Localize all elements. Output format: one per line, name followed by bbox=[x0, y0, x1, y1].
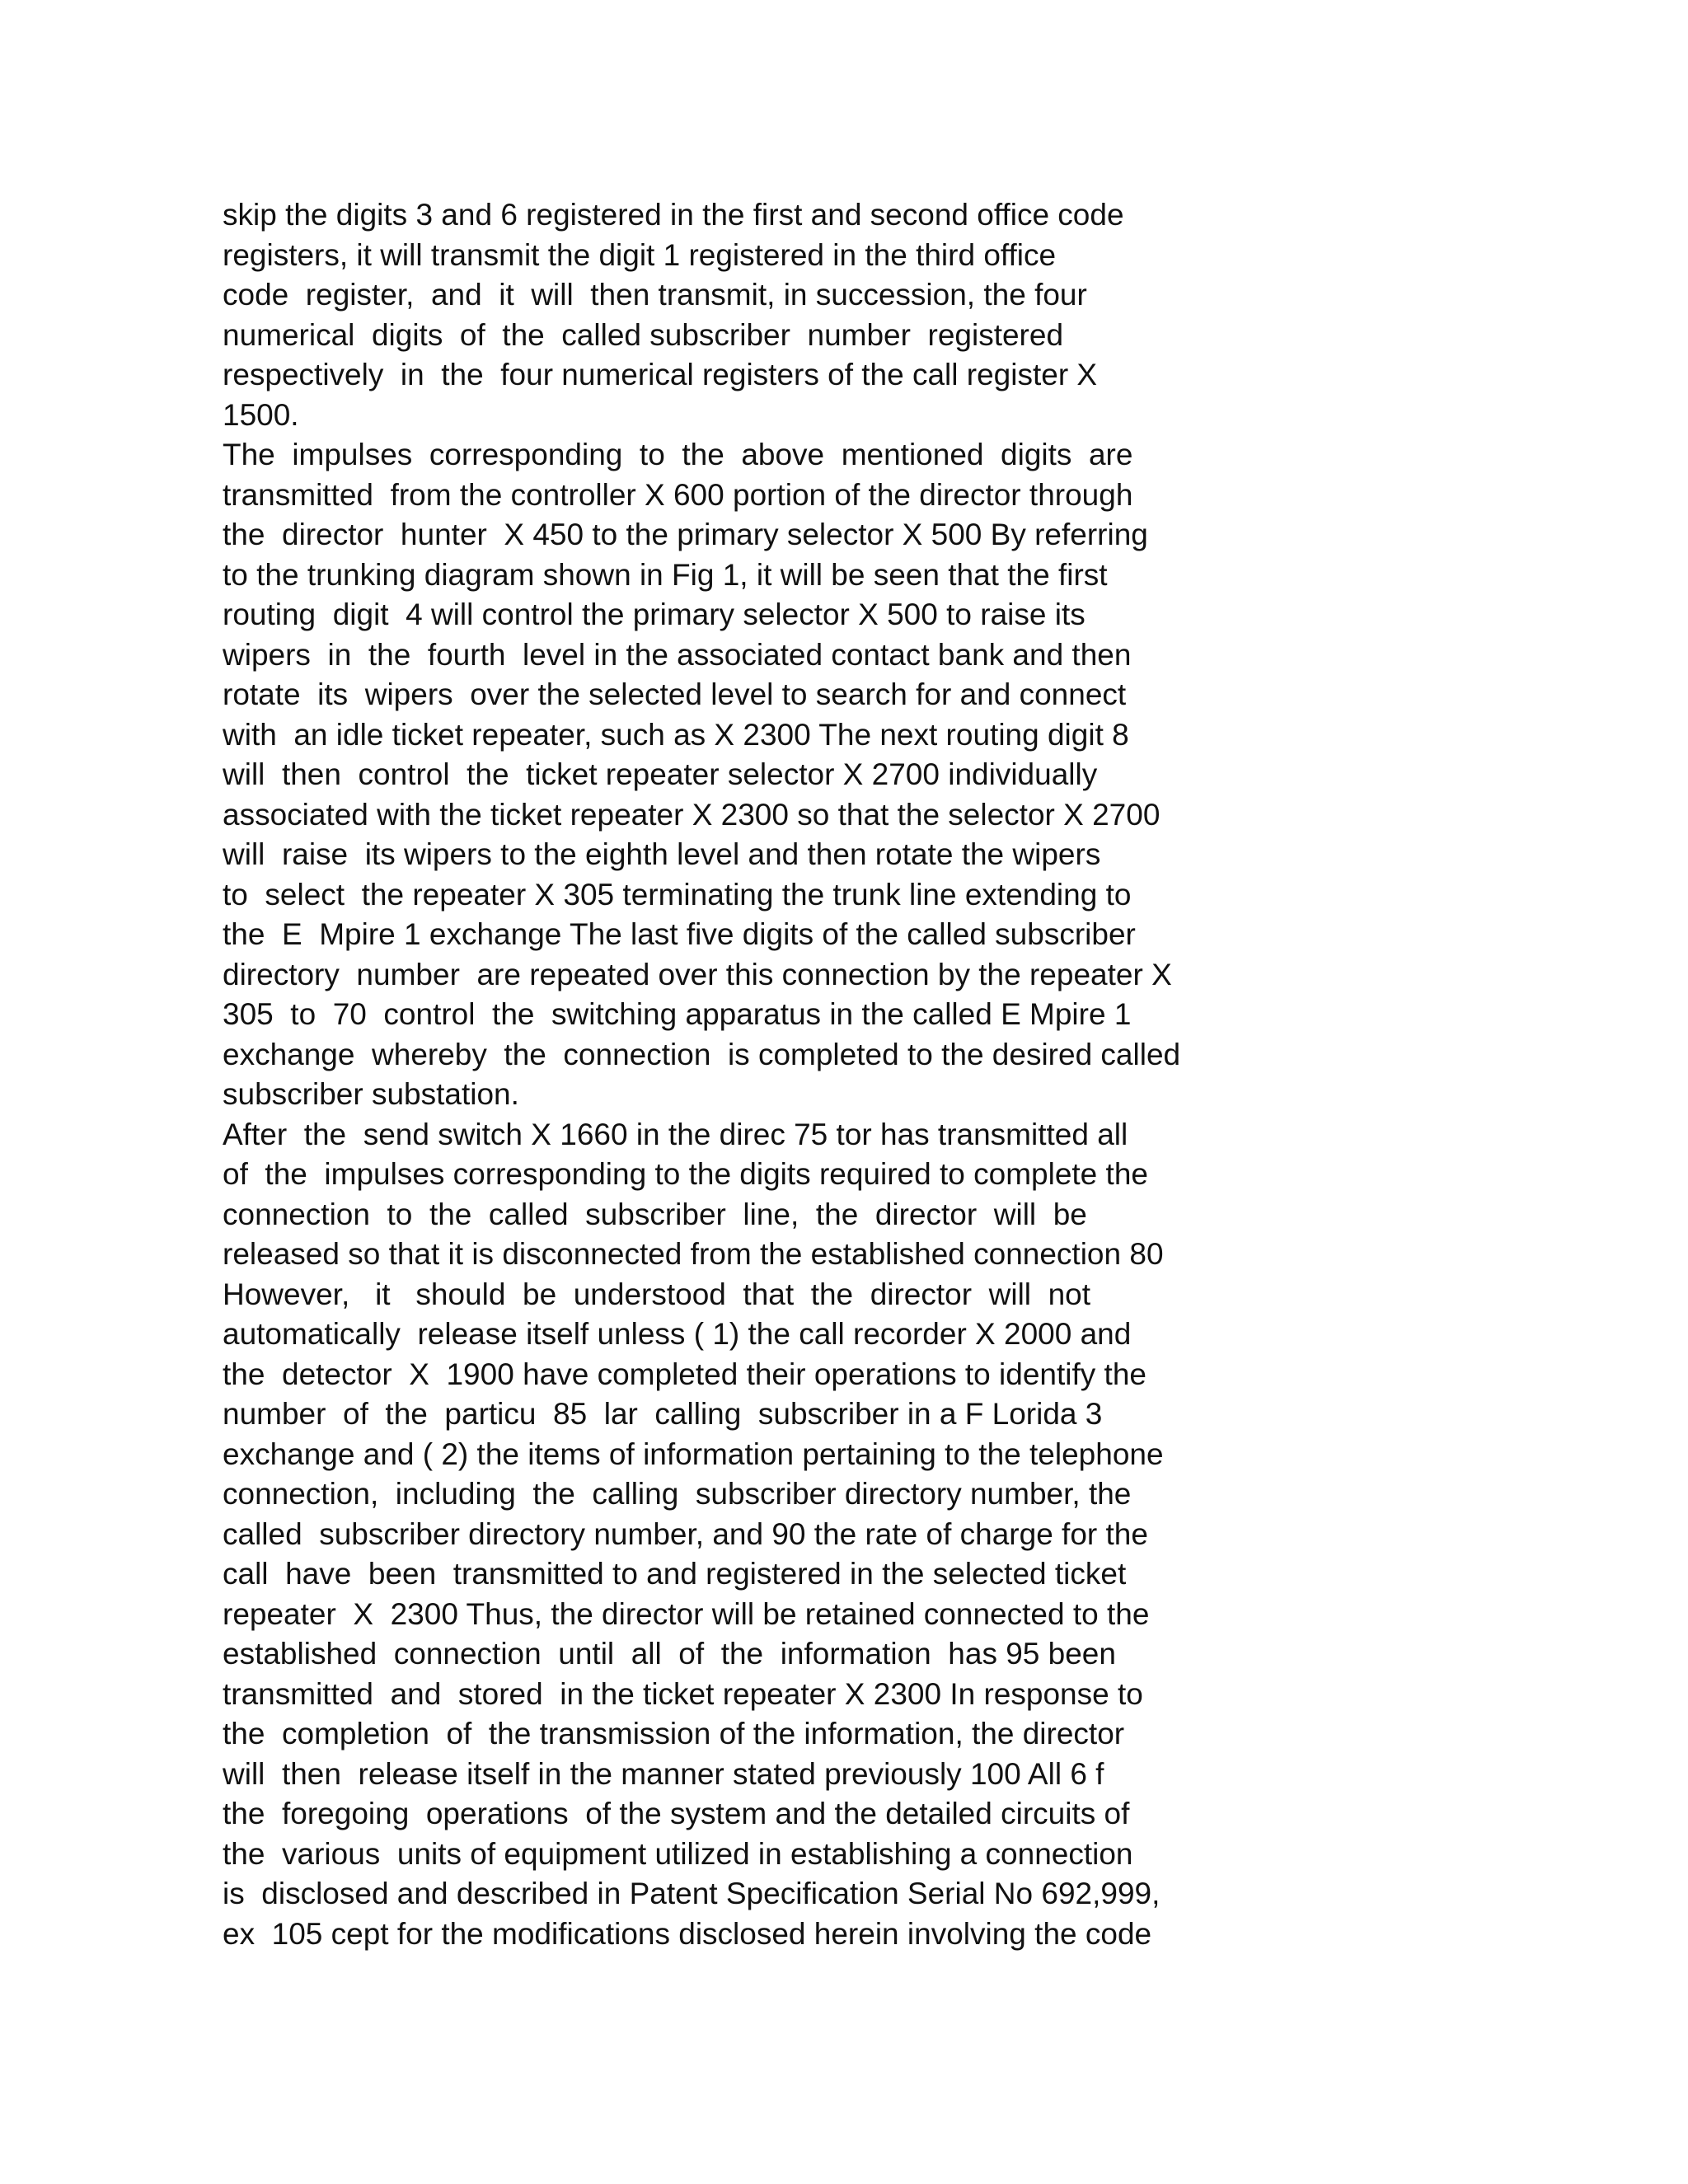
text-line: respectively in the four numerical registers of the call register X bbox=[223, 358, 1098, 391]
text-line: established connection until all of the information has 95 been bbox=[223, 1637, 1116, 1671]
text-line: rotate its wipers over the selected level to search for and connect bbox=[223, 677, 1127, 711]
text-line: with an idle ticket repeater, such as X 2300 The next routing digit 8 bbox=[223, 717, 1129, 752]
text-line: 1500. bbox=[223, 397, 299, 432]
text-line: connection to the called subscriber line, the director will be bbox=[223, 1197, 1087, 1231]
text-line: skip the digits 3 and 6 registered in the first and second office code bbox=[223, 198, 1124, 232]
text-line: transmitted from the controller X 600 portion of the director through bbox=[223, 477, 1133, 512]
text-line: will raise its wipers to the eighth level and then rotate the wipers bbox=[223, 837, 1101, 871]
text-line: routing digit 4 will control the primary selector X 500 to raise its bbox=[223, 598, 1085, 631]
text-line: the various units of equipment utilized in establishing a connection bbox=[223, 1836, 1133, 1871]
text-line: to select the repeater X 305 terminating the trunk line extending to bbox=[223, 877, 1132, 912]
text-line: 305 to 70 control the switching apparatus in the called E Mpire 1 bbox=[223, 997, 1132, 1031]
text-line: the director hunter X 450 to the primary selector X 500 By referring bbox=[223, 518, 1148, 551]
text-line: transmitted and stored in the ticket repeater X 2300 In response to bbox=[223, 1676, 1143, 1711]
text-line: wipers in the fourth level in the associated contact bank and then bbox=[223, 637, 1132, 672]
text-line: will then release itself in the manner stated previously 100 All 6 f bbox=[223, 1756, 1104, 1791]
text-line: subscriber substation. bbox=[223, 1077, 519, 1111]
text-line: numerical digits of the called subscriber number registered bbox=[223, 317, 1064, 352]
text-line: call have been transmitted to and registered in the selected ticket bbox=[223, 1557, 1127, 1591]
body-text bbox=[223, 195, 1195, 1954]
text-line: the E Mpire 1 exchange The last five digits of the called subscriber bbox=[223, 917, 1136, 951]
text-line: After the send switch X 1660 in the direc 75 tor has transmitted all bbox=[223, 1117, 1128, 1151]
text-line: the completion of the transmission of the information, the director bbox=[223, 1717, 1125, 1750]
text-line: of the impulses corresponding to the digits required to complete the bbox=[223, 1157, 1148, 1191]
text-line: number of the particu 85 lar calling subscriber in a F Lorida 3 bbox=[223, 1397, 1103, 1431]
text-line: will then control the ticket repeater selector X 2700 individually bbox=[223, 757, 1098, 791]
text-line: code register, and it will then transmit, in succession, the four bbox=[223, 278, 1087, 312]
text-line: automatically release itself unless ( 1) the call recorder X 2000 and bbox=[223, 1317, 1132, 1351]
text-line: registers, it will transmit the digit 1 registered in the third office bbox=[223, 237, 1057, 272]
text-line: The impulses corresponding to the above mentioned digits are bbox=[223, 438, 1133, 471]
text-line: connection, including the calling subscriber directory number, the bbox=[223, 1477, 1132, 1511]
text-line: exchange whereby the connection is completed to the desired called bbox=[223, 1037, 1181, 1071]
text-line: repeater X 2300 Thus, the director will be retained connected to the bbox=[223, 1596, 1150, 1631]
text-line: to the trunking diagram shown in Fig 1, it will be seen that the first bbox=[223, 557, 1108, 592]
text-line: released so that it is disconnected from the established connection 80 bbox=[223, 1237, 1164, 1271]
text-line: ex 105 cept for the modifications disclosed herein involving the code bbox=[223, 1916, 1152, 1951]
text-line: However, it should be understood that the director will not bbox=[223, 1277, 1091, 1311]
text-line: the foregoing operations of the system and the detailed circuits of bbox=[223, 1797, 1130, 1830]
text-line: called subscriber directory number, and 90 the rate of charge for the bbox=[223, 1516, 1148, 1551]
text-line: associated with the ticket repeater X 2300 so that the selector X 2700 bbox=[223, 797, 1160, 832]
text-line: directory number are repeated over this connection by the repeater X bbox=[223, 957, 1172, 991]
text-line: the detector X 1900 have completed their operations to identify the bbox=[223, 1357, 1146, 1391]
text-line: is disclosed and described in Patent Specification Serial No 692,999, bbox=[223, 1877, 1160, 1910]
text-line: exchange and ( 2) the items of information pertaining to the telephone bbox=[223, 1436, 1164, 1471]
